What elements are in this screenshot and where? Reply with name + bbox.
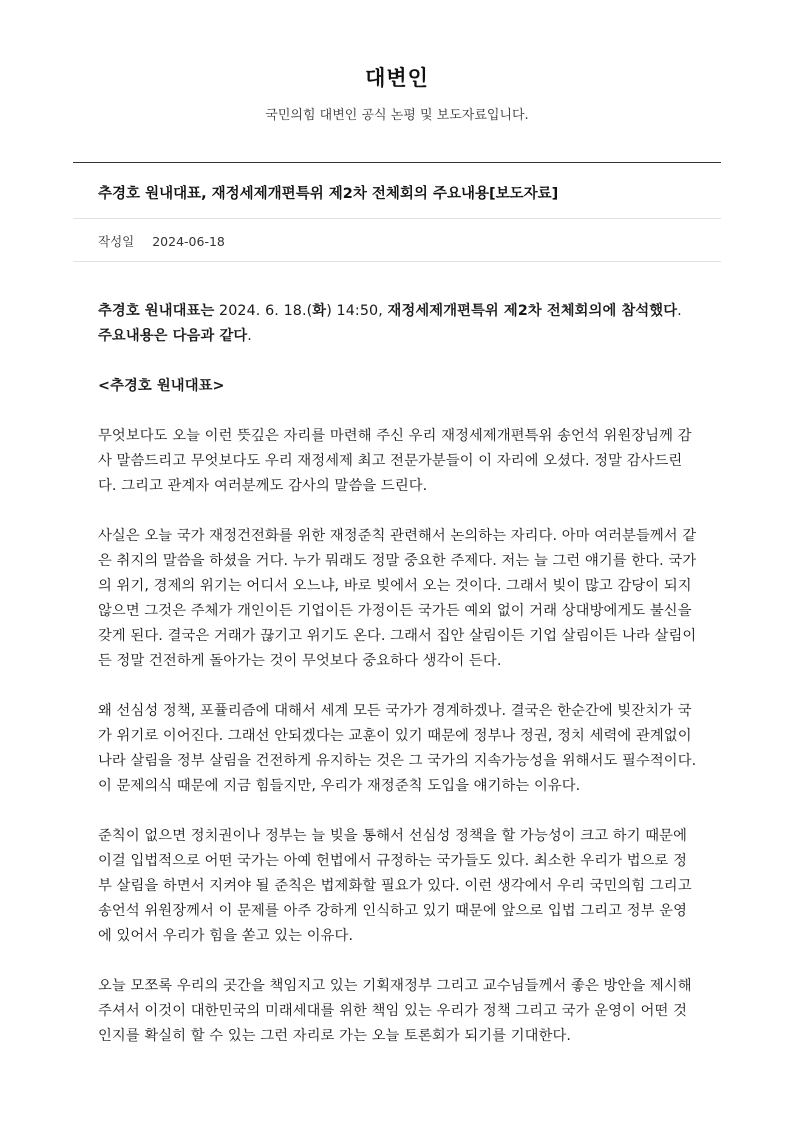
intro-text-3: . <box>677 303 682 319</box>
speaker-heading: <추경호 원내대표> <box>98 378 225 394</box>
intro-text-1: 2024. 6. 18.( <box>214 303 313 319</box>
body-paragraph: 오늘 모쪼록 우리의 곳간을 책임지고 있는 기획재정부 그리고 교수님들께서 좋은 방안을 제시해 주셔서 이것이 대한민국의 미래세대를 위한 책임 있는 우리가 정책 그리고 국가 운영이 어떤 것인지를 확실히 할 수 있는 그런 자리로 가는 오늘 토론회가 되기를 기대한다. <box>98 978 692 1044</box>
body-paragraph: 왜 선심성 정책, 포퓰리즘에 대해서 세계 모든 국가가 경계하겠나. 결국은 한순간에 빚잔치가 국가 위기로 이어진다. 그래선 안되겠다는 교훈이 있기 때문에 정부나 정권, 정치 세력에 관계없이 나라 살림을 정부 살림을 건전하게 유지하는 것은 그 국가의 지속가능성을 위해서도 필수적이다. 이 문제의식 때문에 지금 힘들지만, 우리가 재정준칙 도입을 얘기하는 이유다. <box>98 703 697 794</box>
title-divider <box>73 218 721 219</box>
body-paragraph: 준칙이 없으면 정치권이나 정부는 늘 빚을 통해서 선심성 정책을 할 가능성이 크고 하기 때문에 이걸 입법적으로 어떤 국가는 아예 헌법에서 규정하는 국가들도 있다. 최소한 우리가 법으로 정부 살림을 하면서 지켜야 될 준칙은 법제화할 필요가 있다. 이런 생각에서 우리 국민의힘 그리고 송언석 위원장께서 이 문제를 아주 강하게 인식하고 있기 때문에 앞으로 입법 그리고 정부 운영에 있어서 우리가 힘을 쏟고 있는 이유다. <box>98 828 692 944</box>
intro-paragraph <box>98 299 698 349</box>
post-date: 2024-06-18 <box>152 234 225 249</box>
intro-bold-4: 주요내용은 다음과 같다 <box>98 328 248 344</box>
header-divider <box>73 162 721 163</box>
intro-bold-2: 화 <box>312 303 327 319</box>
post-title: 추경호 원내대표, 재정세제개편특위 제2차 전체회의 주요내용[보도자료] <box>98 186 559 202</box>
intro-text-2: ) 14:50, <box>326 303 388 319</box>
article-body <box>98 299 698 1074</box>
intro-bold-3: 재정세제개편특위 제2차 전체회의에 참석했다 <box>387 303 678 319</box>
body-paragraph: 사실은 오늘 국가 재정건전화를 위한 재정준칙 관련해서 논의하는 자리다. 아마 여러분들께서 같은 취지의 말씀을 하셨을 거다. 누가 뭐래도 정말 중요한 주제다. 저는 늘 그런 얘기를 한다. 국가의 위기, 경제의 위기는 어디서 오느냐, 바로 빚에서 오는 것이다. 그래서 빚이 많고 감당이 되지 않으면 그것은 주체가 개인이든 기업이든 가정이든 국가든 예외 없이 거래 상대방에게도 불신을 갖게 된다. 결국은 거래가 끊기고 위기도 온다. 그래서 집안 살림이든 기업 살림이든 나라 살림이든 정말 건전하게 돌아가는 것이 무엇보다 중요하다 생각이 든다. <box>98 528 697 669</box>
meta-divider <box>73 261 721 262</box>
intro-bold-1: 추경호 원내대표는 <box>98 303 215 319</box>
site-subtitle: 국민의힘 대변인 공식 논평 및 보도자료입니다. <box>265 108 529 123</box>
post-meta <box>98 232 225 250</box>
date-label: 작성일 <box>98 234 135 249</box>
intro-text-4: . <box>247 328 252 344</box>
site-title: 대변인 <box>365 66 429 90</box>
body-paragraph: 무엇보다도 오늘 이런 뜻깊은 자리를 마련해 주신 우리 재정세제개편특위 송언석 위원장님께 감사 말씀드리고 무엇보다도 우리 재정세제 최고 전문가분들이 이 자리에 오셨다. 정말 감사드린다. 그리고 관계자 여러분께도 감사의 말씀을 드린다. <box>98 428 692 494</box>
